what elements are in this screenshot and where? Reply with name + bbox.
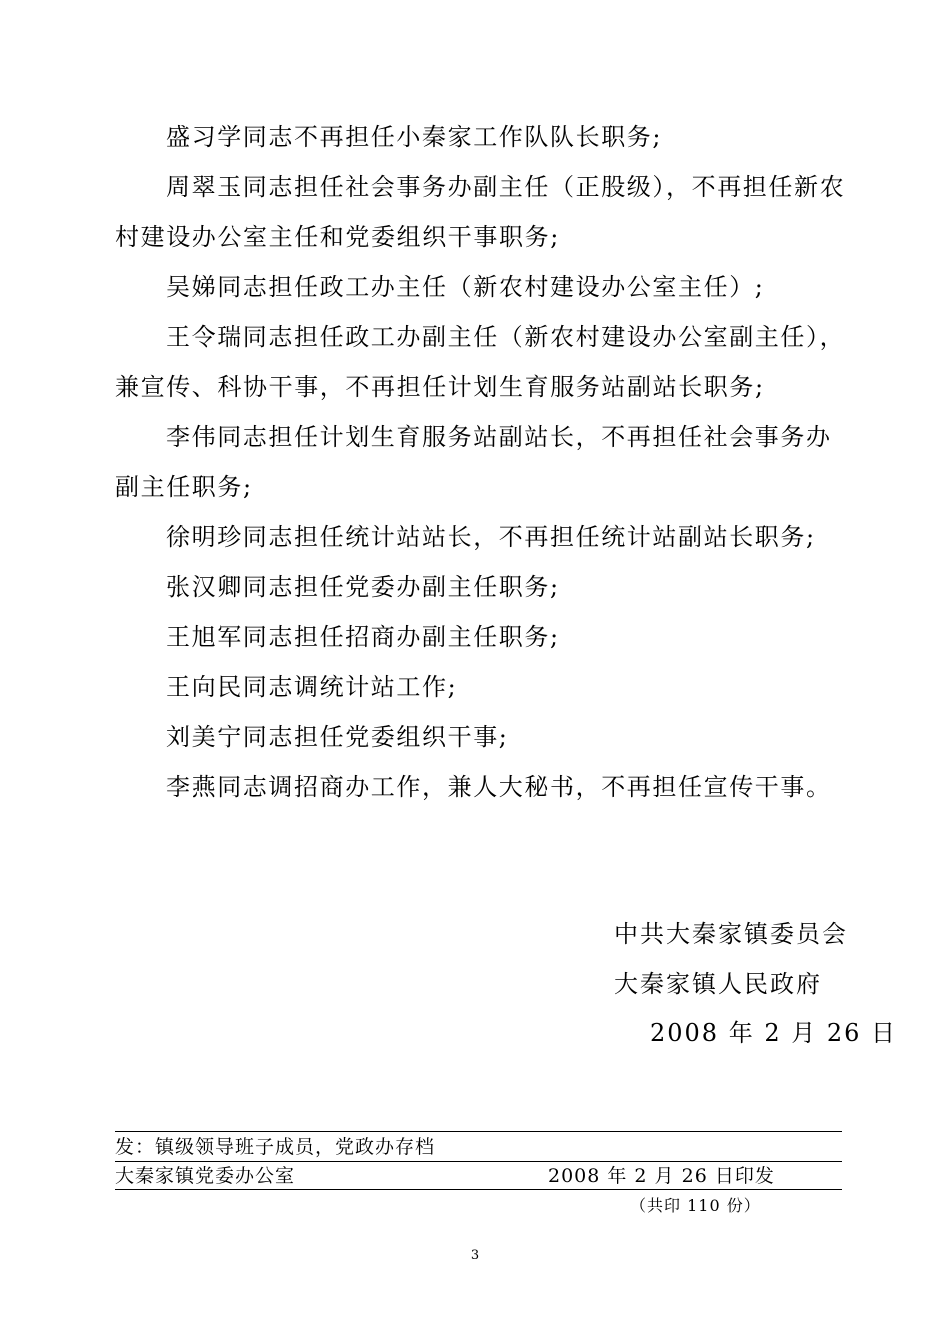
paragraph-line: 王令瑞同志担任政工办副主任（新农村建设办公室副主任）， xyxy=(166,323,846,351)
distribution-line: 发：镇级领导班子成员，党政办存档 xyxy=(115,1136,436,1158)
paragraph-line: 兼宣传、科协干事，不再担任计划生育服务站副站长职务; xyxy=(115,373,765,401)
paragraph-line: 村建设办公室主任和党委组织干事职务; xyxy=(115,223,560,251)
paragraph-line: 刘美宁同志担任党委组织干事; xyxy=(166,723,509,751)
issue-date: 2008 年 2 月 26 日印发 xyxy=(548,1165,775,1187)
paragraph-line: 盛习学同志不再担任小秦家工作队队长职务; xyxy=(166,123,663,151)
copies-count: （共印 110 份） xyxy=(630,1196,761,1215)
issuer-office: 大秦家镇党委办公室 xyxy=(115,1165,296,1187)
footer-rule-middle xyxy=(115,1161,842,1162)
footer-rule-top xyxy=(115,1131,842,1132)
paragraph-line: 副主任职务; xyxy=(115,473,253,501)
paragraph-line: 徐明珍同志担任统计站站长，不再担任统计站副站长职务; xyxy=(166,523,816,551)
paragraph-line: 李伟同志担任计划生育服务站副站长，不再担任社会事务办 xyxy=(166,423,832,451)
signature-org-party: 中共大秦家镇委员会 xyxy=(614,920,848,948)
page-number: 3 xyxy=(470,1248,480,1263)
paragraph-line: 王向民同志调统计站工作; xyxy=(166,673,458,701)
paragraph-line: 王旭军同志担任招商办副主任职务; xyxy=(166,623,560,651)
paragraph-line: 吴娣同志担任政工办主任（新农村建设办公室主任）; xyxy=(166,273,765,301)
signature-date: 2008 年 2 月 26 日 xyxy=(650,1019,898,1047)
paragraph-line: 李燕同志调招商办工作，兼人大秘书，不再担任宣传干事。 xyxy=(166,773,832,801)
paragraph-line: 周翠玉同志担任社会事务办副主任（正股级），不再担任新农 xyxy=(166,173,846,201)
signature-org-government: 大秦家镇人民政府 xyxy=(614,970,822,998)
paragraph-line: 张汉卿同志担任党委办副主任职务; xyxy=(166,573,560,601)
footer-rule-bottom xyxy=(115,1189,842,1190)
